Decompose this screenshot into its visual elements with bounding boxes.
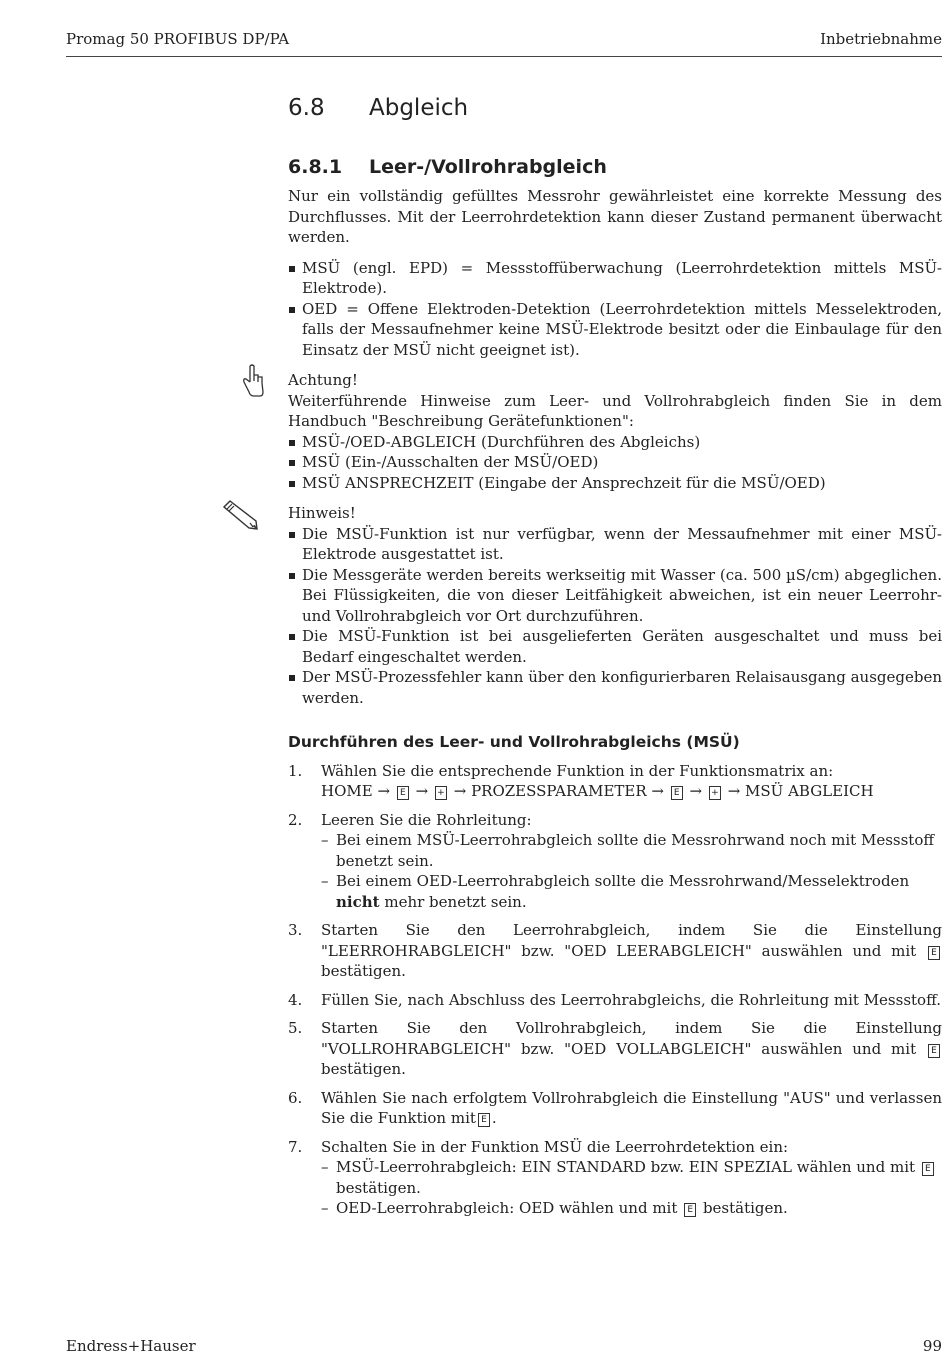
page-header [66, 28, 942, 57]
step-text: Schalten Sie in der Funktion MSÜ die Leerrohrdetektion ein: [321, 1137, 789, 1156]
step-2 [288, 810, 942, 913]
path-segment: HOME → [321, 782, 391, 800]
path-segment: → [415, 782, 429, 800]
e-key-icon: E [928, 1044, 940, 1058]
attention-list [288, 432, 942, 494]
step-text: . [491, 1109, 497, 1127]
list-item: MSÜ ANSPRECHZEIT (Eingabe der Ansprechzeit für die MSÜ/OED) [288, 473, 942, 494]
footer-company: Endress+Hauser [66, 1337, 196, 1355]
subsection-heading [288, 154, 942, 180]
text-run: OED-Leerrohrabgleich: OED wählen und mit [336, 1199, 678, 1217]
path-segment: → MSÜ ABGLEICH [727, 782, 874, 800]
main-content [288, 92, 942, 1227]
subsection-title: Leer-/Vollrohrabgleich [369, 156, 607, 178]
intro-paragraph: Nur ein vollständig gefülltes Messrohr gewährleistet eine korrekte Messung des Durchflusses. Mit der Leerrohrdetektion kann dieser Zustand permanent überwacht werden. [288, 187, 942, 246]
procedure-heading: Durchführen des Leer- und Vollrohrabgleichs (MSÜ) [288, 733, 740, 751]
step-number: 6. [288, 1088, 303, 1107]
section-heading [288, 92, 942, 138]
step-5 [288, 1018, 942, 1080]
e-key-icon: E [922, 1162, 934, 1176]
hint-title: Hinweis! [288, 504, 356, 522]
step-text: Starten Sie den Leerrohrabgleich, indem Sie die Einstellung "LEERROHRABGLEICH" bzw. "OED LEERABGLEICH" auswählen und mit [321, 921, 942, 960]
text-run: bestätigen. [702, 1199, 788, 1217]
hint-note [288, 503, 942, 708]
step-6 [288, 1088, 942, 1129]
step-text: Wählen Sie nach erfolgtem Vollrohrabgleich die Einstellung "AUS" und verlassen Sie die Funktion mit [321, 1088, 942, 1127]
subsection-number: 6.8.1 [288, 156, 343, 178]
list-item: MSÜ (Ein-/Ausschalten der MSÜ/OED) [288, 452, 942, 473]
plus-key-icon: + [709, 786, 721, 800]
header-chapter-title: Inbetriebnahme [820, 30, 942, 48]
e-key-icon: E [397, 786, 409, 800]
text-run: mehr benetzt sein. [384, 892, 527, 911]
attention-note [288, 370, 942, 493]
step-4 [288, 990, 942, 1011]
e-key-icon: E [671, 786, 683, 800]
step-number: 2. [288, 810, 303, 829]
list-item: Die MSÜ-Funktion ist nur verfügbar, wenn der Messaufnehmer mit einer MSÜ-Elektrode ausgestattet ist. [288, 524, 942, 565]
step-text: bestätigen. [321, 962, 406, 980]
list-item: – Bei einem MSÜ-Leerrohrabgleich sollte die Messrohrwand noch mit Messstoff benetzt sein. [321, 830, 942, 871]
e-key-icon: E [478, 1113, 490, 1127]
e-key-icon: E [928, 946, 940, 960]
text-run: bestätigen. [336, 1178, 421, 1197]
menu-path [321, 781, 942, 802]
attention-title: Achtung! [288, 371, 358, 389]
emphasis-text: nicht [336, 892, 380, 911]
list-item: OED = Offene Elektroden-Detektion (Leerrohrdetektion mittels Messelektroden, falls der Messaufnehmer keine MSÜ-Elektrode besitzt oder die Einbaulage für den Einsatz der MSÜ nicht geeignet ist). [288, 299, 942, 361]
step-text: Wählen Sie die entsprechende Funktion in der Funktionsmatrix an: [321, 761, 834, 780]
attention-text: Weiterführende Hinweise zum Leer- und Vollrohrabgleich finden Sie in dem Handbuch "Beschreibung Gerätefunktionen": [288, 391, 942, 430]
step-number: 3. [288, 921, 303, 939]
step-sublist [321, 1157, 942, 1219]
step-text: Füllen Sie, nach Abschluss des Leerrohrabgleichs, die Rohrleitung mit Messstoff. [321, 990, 941, 1009]
list-item [321, 1157, 942, 1198]
header-document-title: Promag 50 PROFIBUS DP/PA [66, 30, 290, 48]
path-segment: → [689, 782, 703, 800]
step-text: Starten Sie den Vollrohrabgleich, indem Sie die Einstellung "VOLLROHRABGLEICH" bzw. "OED VOLLABGLEICH" auswählen und mit [321, 1019, 942, 1058]
list-item [321, 1198, 942, 1219]
list-item: Die Messgeräte werden bereits werkseitig mit Wasser (ca. 500 µS/cm) abgeglichen. Bei Flüssigkeiten, die von dieser Leitfähigkeit abweichen, ist ein neuer Leerrohr- und Vollrohrabgleich vor Ort durchzuführen. [288, 565, 942, 627]
raised-hand-icon [240, 364, 268, 400]
step-sublist [321, 830, 942, 912]
hint-list [288, 524, 942, 709]
section-title: Abgleich [369, 95, 469, 121]
definition-list [288, 258, 942, 361]
list-item: Der MSÜ-Prozessfehler kann über den konfigurierbaren Relaisausgang ausgegeben werden. [288, 667, 942, 708]
section-number: 6.8 [288, 95, 325, 121]
list-item: Die MSÜ-Funktion ist bei ausgelieferten Geräten ausgeschaltet und muss bei Bedarf eingeschaltet werden. [288, 626, 942, 667]
step-text: bestätigen. [321, 1060, 406, 1078]
list-item [321, 871, 942, 912]
step-number: 7. [288, 1137, 303, 1156]
list-item: MSÜ (engl. EPD) = Messstoffüberwachung (Leerrohrdetektion mittels MSÜ-Elektrode). [288, 258, 942, 299]
step-number: 4. [288, 990, 303, 1009]
step-number: 1. [288, 761, 303, 780]
e-key-icon: E [684, 1203, 696, 1217]
step-number: 5. [288, 1019, 303, 1037]
text-run: MSÜ-Leerrohrabgleich: EIN STANDARD bzw. EIN SPEZIAL wählen und mit [336, 1158, 916, 1176]
step-1 [288, 761, 942, 802]
text-run: Bei einem OED-Leerrohrabgleich sollte die Messrohrwand/Messelektroden [336, 872, 910, 890]
page-number: 99 [922, 1337, 942, 1355]
step-7 [288, 1137, 942, 1219]
pencil-icon [220, 499, 260, 533]
procedure-steps [288, 761, 942, 1219]
step-3 [288, 920, 942, 982]
step-text: Leeren Sie die Rohrleitung: [321, 810, 532, 829]
path-segment: → PROZESSPARAMETER → [453, 782, 664, 800]
list-item: MSÜ-/OED-ABGLEICH (Durchführen des Abgleichs) [288, 432, 942, 453]
plus-key-icon: + [435, 786, 447, 800]
